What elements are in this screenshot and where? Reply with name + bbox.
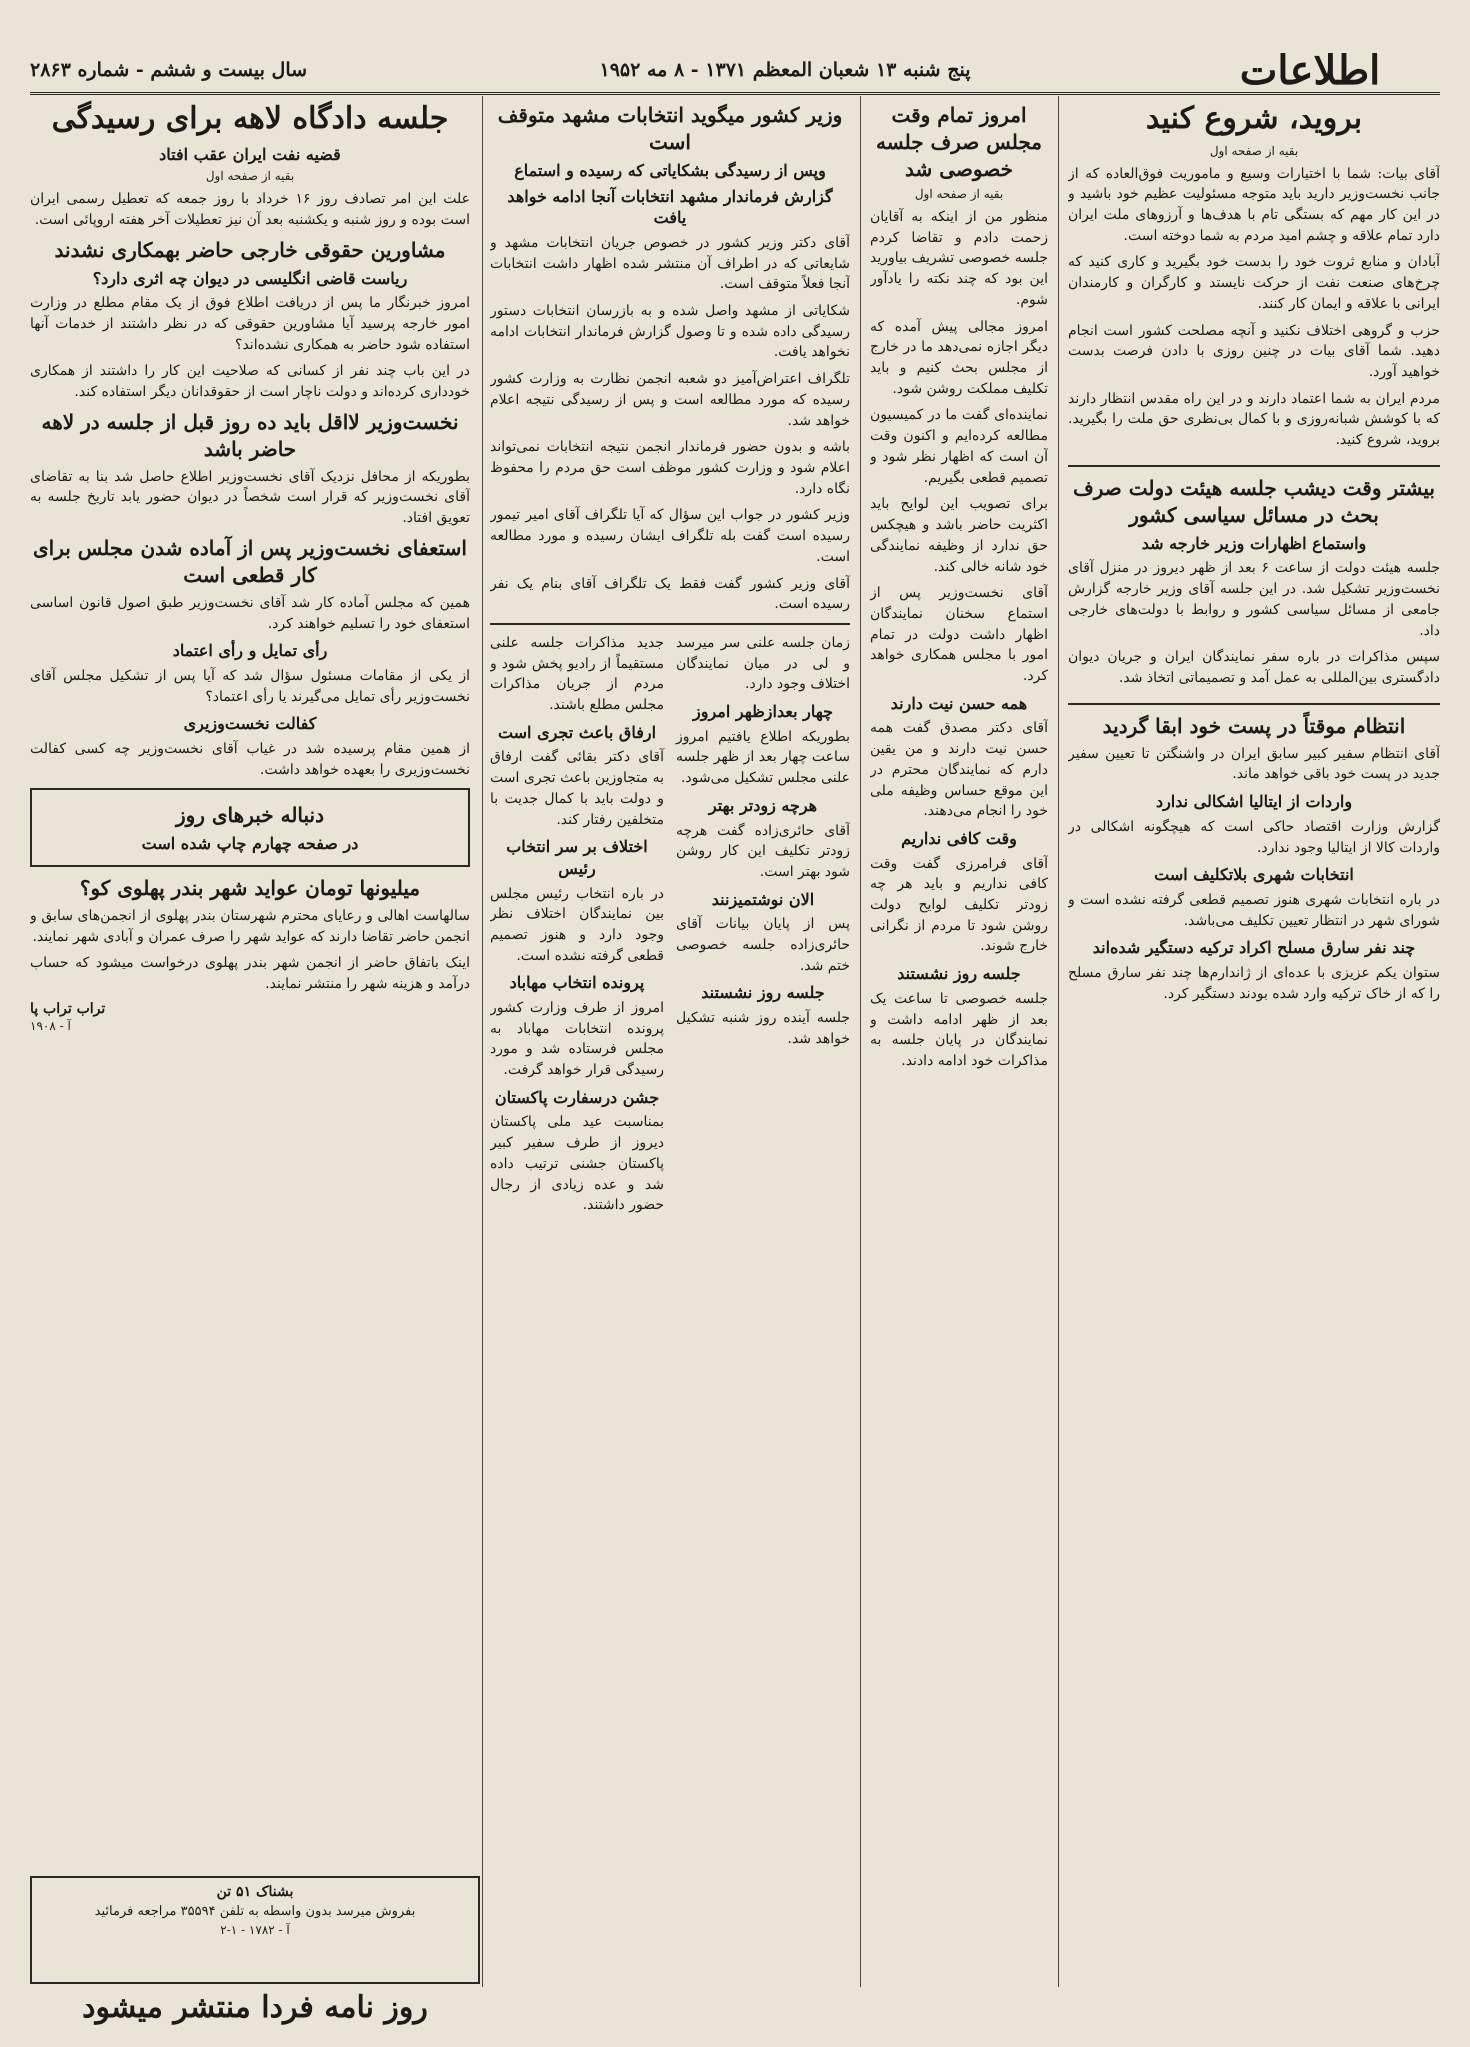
column-rule — [1058, 96, 1059, 1987]
column-rule — [482, 96, 483, 1987]
masthead — [30, 48, 1440, 95]
headline: اختلاف بر سر انتخاب رئیس — [506, 837, 648, 878]
headline: هرچه زودتر بهتر — [708, 795, 818, 815]
issue-number: سال بیست و ششم - شماره ۲۸۶۳ — [30, 59, 308, 81]
headline: میلیونها تومان عواید شهر بندر پهلوی کو؟ — [79, 875, 421, 900]
headline: کفالت نخست‌وزیری — [183, 714, 317, 734]
divider — [1068, 703, 1440, 705]
paragraph: منظور من از اینکه به آقایان زحمت دادم و تقاضا کردم جلسه خصوصی تشریف بیاورید این بود که چند نکته را یادآور شوم. — [870, 209, 1048, 308]
paragraph: در باره انتخاب رئیس مجلس بین نمایندگان اختلاف نظر وجود دارد و هنوز تصمیم قطعی گرفته نشده است. — [490, 885, 664, 964]
column-rule — [860, 96, 861, 1987]
article-entezam — [1068, 713, 1440, 1005]
headline: رأی تمایل و رأی اعتماد — [172, 641, 328, 661]
divider — [1068, 465, 1440, 467]
paragraph: علت این امر تصادف روز ۱۶ خرداد با روز جمعه که تعطیل رسمی ایران است بوده و روز شنبه و یکشنبه بعد آن نیز تعطیلات آخر هفته اروپائی است. — [30, 191, 470, 228]
paragraph: در باره انتخابات شهری هنوز تصمیم قطعی گرفته نشده است و شورای شهر در انتظار تعیین تکلیف می‌باشد. — [1068, 891, 1440, 929]
column-2 — [870, 96, 1048, 1987]
sub-column-right — [676, 633, 850, 1222]
paragraph: آقای وزیر کشور گفت فقط یک تلگراف آقای بنام یک نفر رسیده است. — [490, 575, 850, 613]
divider — [490, 623, 850, 625]
paragraph: بطوریکه اطلاع یافتیم امروز ساعت چهار بعد از ظهر جلسه علنی مجلس تشکیل می‌شود. — [676, 728, 850, 787]
headline: بیشتر وقت دیشب جلسه هیئت دولت صرف بحث در مسائل سیاسی کشور — [1073, 475, 1435, 527]
paragraph: در این باب چند نفر از کسانی که صلاحیت این کار را داشتند از همکاری خودداری کرده‌اند و دولت ناچار است از حقوقدانان دیگر استفاده کند. — [30, 363, 470, 400]
paragraph: ستوان یکم عزیزی با عده‌ای از ژاندارم‌ها چند نفر سارق مسلح را که از خاک ترکیه وارد شده بودند دستگیر کرد. — [1068, 964, 1440, 1002]
headline: بروید، شروع کنید — [1145, 101, 1363, 136]
paragraph: آقای حائری‌زاده گفت هرچه زودتر تکلیف این کار روشن شود بهتر است. — [676, 822, 850, 880]
paragraph: آقای بیات: شما با اختیارات وسیع و ماموریت فوق‌العاده که از جانب نخست‌وزیر دارید باید متوجه مسئولیت عظیم خود باشید و در این کار مهم که بستگی تام با هدف‌ها و آرزوهای ملت ایران دارد تمام علاقه و چشم امید مردم به شما دوخته است. — [1068, 165, 1440, 244]
paragraph: مردم ایران به شما اعتماد دارند و در این راه مقدس انتظار دارند که با کوشش شبانه‌روزی و با کمال بی‌نظری حق ملت را بگیرید. بروید، شروع کنید. — [1068, 390, 1440, 449]
continued-note: بقیه از صفحه اول — [914, 187, 1004, 201]
headline: ارفاق باعث تجری است — [497, 722, 657, 742]
ad-text: بفروش میرسد بدون واسطه به تلفن ۳۵۵۹۴ مراجعه فرمائید — [94, 1904, 416, 1919]
paragraph: جدید مذاکرات جلسه علنی مستقیماً از رادیو پخش شود و مردم از جریان مذاکرات مجلس مطلع باشند. — [490, 635, 664, 714]
paragraph: امروز مجالی پیش آمده که دیگر اجازه نمی‌دهد ما در خارج از مجلس بحث کنیم و باید تکلیف مملکت روشن شود. — [870, 318, 1048, 397]
subheadline: قضیه نفت ایران عقب افتاد — [159, 144, 341, 164]
sub-columns — [490, 633, 850, 1222]
paragraph: آقای نخست‌وزیر پس از استماع سخنان نمایندگان اظهار داشت دولت در تمام امور با مجلس همکاری خواهد کرد. — [870, 585, 1048, 685]
ad-reference: آ - ۱۷۸۲ - ۱-۲ — [220, 1923, 290, 1937]
issue-date: پنج شنبه ۱۳ شعبان المعظم ۱۳۷۱ - ۸ مه ۱۹۵۲ — [599, 59, 971, 81]
paragraph: وزیر کشور در جواب این سؤال که آیا تلگراف آقای امیر تیمور رسیده است گفت بله تلگراف ایشان رسیده و مورد مطالعه است. — [490, 507, 850, 565]
headline: الان نوشتمیزنند — [711, 889, 815, 909]
headline: واردات از ایتالیا اشکالی ندارد — [1155, 792, 1353, 812]
headline: جلسه دادگاه لاهه برای رسیدگی — [51, 101, 449, 136]
subheadline: ریاست قاضی انگلیسی در دیوان چه اثری دارد؟ — [92, 268, 408, 288]
newspaper-brand: اطلاعات — [1239, 46, 1381, 94]
headline: همه حسن نیت دارند — [890, 693, 1028, 713]
headline: امروز تمام وقت مجلس صرف جلسه خصوصی شد — [876, 103, 1042, 181]
paragraph: از یکی از مقامات مسئول سؤال شد که آیا پس از تشکیل مجلس آقای نخست‌وزیر رأی تمایل می‌گیرند یا رأی اعتماد؟ — [30, 667, 470, 705]
paragraph: از همین مقام پرسیده شد در غیاب آقای نخست‌وزیر چه کسی کفالت نخست‌وزیری را بعهده خواهد داشت. — [30, 740, 470, 778]
paragraph: آقای فرامرزی گفت وقت کافی نداریم و باید هر چه زودتر تکلیف لوایح دولت روشن شود تا مردم از نگرانی خارج شوند. — [870, 855, 1048, 955]
paragraph: برای تصویب این لوایح باید اکثریت حاضر باشد و هیچکس حق ندارد از وظیفه نمایندگی خود شانه خالی کند. — [870, 496, 1048, 575]
paragraph: آقای دکتر بقائی گفت ارفاق به متجاوزین باعث تجری است و دولت باید با کمال جدیت با متخلفین رفتار کند. — [490, 749, 664, 828]
paragraph: جلسه هیئت دولت از ساعت ۶ بعد از ظهر دیروز در منزل آقای نخست‌وزیر تشکیل شد. در این جلسه آقای وزیر خارجه گزارش جامعی از مسائل سیاسی کشور و روابط با دولت‌های خارجی داد. — [1068, 560, 1440, 639]
box-subtitle: در صفحه چهارم چاپ شده است — [141, 834, 359, 854]
ad-reference: آ - ۱۹۰۸ — [30, 1018, 71, 1033]
paragraph: زمان جلسه علنی سر میرسد و لی در میان نمایندگان اختلاف وجود دارد. — [676, 635, 850, 693]
paragraph: پس از پایان بیانات آقای حائری‌زاده جلسه خصوصی ختم شد. — [676, 916, 850, 974]
paragraph: سپس مذاکرات در باره سفر نمایندگان ایران و جریان دیوان دادگستری بین‌المللی به عمل آمد و تصمیماتی اتخاذ شد. — [1068, 649, 1440, 687]
paragraph: تلگراف اعتراض‌آمیز دو شعبه انجمن نظارت به وزارت کشور رسیده که مورد مطالعه است و پس از رسیدگی نتیجه اعلام خواهد شد. — [490, 371, 850, 429]
headline: جلسه روز نشستند — [897, 964, 1021, 984]
paragraph: حزب و گروهی اختلاف نکنید و آنچه مصلحت کشور است انجام دهید. شما آقای بیات در چنین روزی با دادن فرصت بدست خواهید آورد. — [1068, 322, 1440, 380]
paragraph: باشه و بدون حضور فرماندار انجمن نتیجه انتخابات نمی‌تواند اعلام شود و وزارت کشور موظف است حق مردم را محفوظ نگاه دارد. — [490, 439, 850, 497]
column-4 — [30, 96, 470, 1867]
letter-signature: تراب تراب پا — [30, 1000, 106, 1017]
paragraph: نماینده‌ای گفت ما در کمیسیون مطالعه کرده‌ایم و اکنون وقت آن است که اظهار نظر شود و تصمیم قطعی بگیریم. — [870, 407, 1048, 486]
headline: وقت کافی نداریم — [901, 829, 1017, 848]
column-3 — [490, 96, 850, 1987]
paragraph: جلسه خصوصی تا ساعت یک بعد از ظهر ادامه داشت و نمایندگان در پایان جلسه به مذاکرات خود ادامه دادند. — [870, 990, 1048, 1069]
headline: چند نفر سارق مسلح اکراد ترکیه دستگیر شده‌اند — [1092, 938, 1416, 958]
classified-ad — [30, 1876, 480, 1984]
paragraph: همین که مجلس آماده کار شد آقای نخست‌وزیر طبق اصول قانون اساسی استعفای خود را تسلیم خواهند کرد. — [30, 594, 470, 632]
paragraph: جلسه آینده روز شنبه تشکیل خواهد شد. — [676, 1010, 850, 1047]
headline: جشن درسفارت پاکستان — [494, 1087, 660, 1107]
headline: استعفای نخست‌وزیر پس از آماده شدن مجلس برای کار قطعی است — [32, 535, 467, 587]
ad-title: بشناک ۵۱ تن — [216, 1884, 294, 1900]
paragraph: اینک باتفاق حاضر از انجمن شهر بندر پهلوی درخواست میشود که حساب درآمد و هزینه شهر را منتشر نمایند. — [30, 955, 470, 993]
paragraph: سالهاست اهالی و رعایای محترم شهرستان بندر پهلوی از انجمن‌های سابق و انجمن حاضر تقاضا دارند که عواید شهر را صرف عمران و آبادی شهر نمایند. — [30, 907, 470, 945]
paragraph: امروز از طرف وزارت کشور پرونده انتخابات مهاباد به مجلس فرستاده شد و مورد رسیدگی قرار خواهد گرفت. — [490, 1000, 664, 1079]
paragraph: آقای دکتر وزیر کشور در خصوص جریان انتخابات مشهد و شایعاتی که در اطراف آن منتشر شده اظهار داشت انتخابات آنجا فعلاً متوقف است. — [490, 234, 850, 293]
continued-note: بقیه از صفحه اول — [205, 169, 295, 184]
article-go-start — [1068, 100, 1440, 451]
subheadline: واستماع اظهارات وزیر خارجه شد — [1141, 533, 1367, 553]
headline: چهار بعدازظهر امروز — [693, 702, 833, 722]
paragraph: گزارش وزارت اقتصاد حاکی است که هیچگونه اشکالی در واردات کالا از ایتالیا وجود ندارد. — [1068, 818, 1440, 856]
headline: انتظام موقتاً در پست خود ابقا گردید — [1102, 713, 1406, 738]
headline: انتخابات شهری بلاتکلیف است — [1154, 865, 1354, 885]
paragraph: آقای انتظام سفیر کبیر سابق ایران در واشنگتن تا تعیین سفیر جدید در پست خود باقی خواهد ماند. — [1068, 745, 1440, 783]
tomorrow-notice: روز نامه فردا منتشر میشود — [82, 1990, 428, 2025]
paragraph: بطوریکه از محافل نزدیک آقای نخست‌وزیر اطلاع حاصل شد بنا به تقاضای آقای نخست‌وزیر که قرار است شخصاً در دیوان حضور یابد تاریخ جلسه به تعویق افتاد. — [30, 468, 470, 527]
paragraph: آبادان و منابع ثروت خود را بدست خود بگیرید و کاری کنید که چرخ‌های صنعت نفت از حرکت نایستد و کارگران و کارمندان ایرانی با علاقه و ایمان کار کنند. — [1068, 254, 1440, 312]
paragraph: بمناسبت عید ملی پاکستان دیروز از طرف سفیر کبیر پاکستان جشنی ترتیب داده شد و عده زیادی از رجال حضور داشتند. — [490, 1114, 664, 1214]
paragraph: امروز خبرنگار ما پس از دریافت اطلاع فوق از یک مقام مطلع در وزارت امور خارجه پرسید آیا مشاورین حقوقی که در نظر داشتند از خدمات آنها استفاده شود حاضر به همکاری نشده‌اند؟ — [30, 295, 470, 353]
headline: وزیر کشور میگوید انتخابات مشهد متوقف است — [497, 103, 843, 154]
column-1 — [1068, 96, 1440, 1987]
subheadline: وپس از رسیدگی بشکایاتی که رسیده و استماع — [514, 161, 826, 180]
news-continuation-box — [30, 788, 470, 867]
sub-column-left — [490, 633, 664, 1222]
paragraph: شکایاتی از مشهد واصل شده و به بازرسان انتخابات دستور رسیدگی داده شده و تا وصول گزارش فرماندار انتخابات ادامه نخواهد یافت. — [490, 302, 850, 361]
headline: پرونده انتخاب مهاباد — [509, 973, 645, 993]
paragraph: آقای دکتر مصدق گفت همه حسن نیت دارند و من یقین دارم که نمایندگان محترم در این موقع حساس وظیفه ملی خود را انجام می‌دهند. — [870, 720, 1048, 820]
headline: مشاورین حقوقی خارجی حاضر بهمکاری نشدند — [54, 237, 446, 262]
article-cabinet — [1068, 475, 1440, 689]
headline: نخست‌وزیر لااقل باید ده روز قبل از جلسه در لاهه حاضر باشد — [41, 409, 459, 461]
box-title: دنباله خبرهای روز — [175, 803, 325, 828]
continued-note: بقیه از صفحه اول — [1209, 143, 1299, 158]
headline: جلسه روز نشستند — [701, 983, 825, 1003]
subheadline: گزارش فرماندار مشهد انتخابات آنجا ادامه خواهد یافت — [507, 186, 833, 228]
